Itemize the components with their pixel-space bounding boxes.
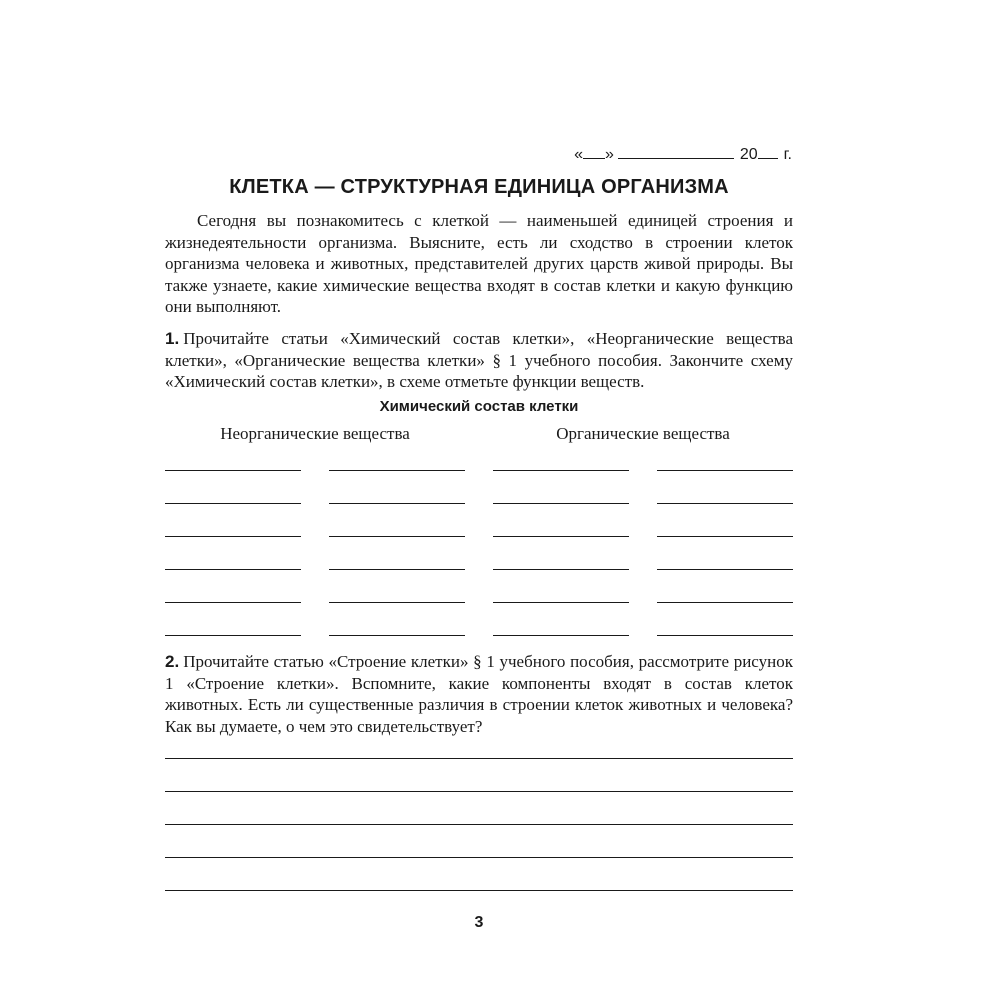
scheme-blank-line[interactable]	[493, 635, 629, 636]
task-2-text: Прочитайте статью «Строение клетки» § 1 учебного пособия, рассмотрите рисунок 1 «Строение клетки». Вспомните, какие компоненты входят в состав клеток животных. Есть ли существенные различия в строении клеток животных и человека? Как вы думаете, о чем это свидетельствует?	[165, 652, 793, 736]
scheme-heading-inorganic: Неорганические вещества	[220, 424, 410, 443]
scheme-blank-line[interactable]	[657, 503, 793, 504]
scheme-title: Химический состав клетки	[379, 398, 579, 415]
scheme-blank-line[interactable]	[329, 503, 465, 504]
answer-blank-line[interactable]	[165, 857, 793, 858]
scheme-blank-line[interactable]	[493, 602, 629, 603]
intro-paragraph: Сегодня вы познакомитесь с клеткой — наименьшей единицей строения и жизнедеятельности организма. Выясните, есть ли сходство в строении клеток организма человека и животных, представителей других царств живой природы. Вы также узнаете, какие химические вещества входят в состав клетки и какую функцию они выполняют.	[165, 211, 793, 316]
scheme-blank-line[interactable]	[165, 602, 301, 603]
year-suffix: г.	[783, 146, 792, 163]
scheme-blank-line[interactable]	[493, 569, 629, 570]
scheme-heading-organic: Органические вещества	[556, 424, 730, 443]
scheme-blank-line[interactable]	[657, 569, 793, 570]
page-number: 3	[474, 914, 484, 931]
task-1	[165, 328, 793, 393]
task-1-number: 1.	[165, 329, 180, 348]
scheme-blank-line[interactable]	[329, 635, 465, 636]
task-2	[165, 651, 793, 737]
scheme-blank-line[interactable]	[657, 635, 793, 636]
answer-blank-line[interactable]	[165, 791, 793, 792]
scheme-blank-line[interactable]	[493, 503, 629, 504]
scheme-blank-line[interactable]	[165, 470, 301, 471]
scheme-blank-line[interactable]	[657, 470, 793, 471]
answer-blank-line[interactable]	[165, 890, 793, 891]
answer-blank-line[interactable]	[165, 824, 793, 825]
scheme-blank-line[interactable]	[329, 569, 465, 570]
scheme-blank-line[interactable]	[657, 536, 793, 537]
scheme-blank-line[interactable]	[165, 536, 301, 537]
task-1-text: Прочитайте статьи «Химический состав клетки», «Неорганические вещества клетки», «Органические вещества клетки» § 1 учебного пособия. Закончите схему «Химический состав клетки», в схеме отметьте функции веществ.	[165, 329, 793, 391]
scheme-blank-line[interactable]	[329, 470, 465, 471]
scheme-blank-line[interactable]	[165, 503, 301, 504]
month-blank[interactable]	[618, 144, 734, 159]
scheme-blank-line[interactable]	[329, 536, 465, 537]
date-quote-close: »	[604, 146, 614, 163]
scheme-blank-line[interactable]	[493, 536, 629, 537]
scheme-blank-line[interactable]	[165, 569, 301, 570]
scheme-blank-line[interactable]	[329, 602, 465, 603]
scheme-blank-line[interactable]	[165, 635, 301, 636]
scheme-blank-line[interactable]	[657, 602, 793, 603]
year-blank[interactable]	[758, 144, 778, 159]
scheme-blank-line[interactable]	[493, 470, 629, 471]
year-prefix: 20	[739, 146, 758, 163]
day-blank[interactable]	[583, 144, 605, 159]
date-quote-open: «	[574, 146, 583, 163]
page-title: КЛЕТКА — СТРУКТУРНАЯ ЕДИНИЦА ОРГАНИЗМА	[229, 176, 729, 198]
date-field	[574, 144, 792, 164]
answer-blank-line[interactable]	[165, 758, 793, 759]
task-2-number: 2.	[165, 652, 180, 671]
